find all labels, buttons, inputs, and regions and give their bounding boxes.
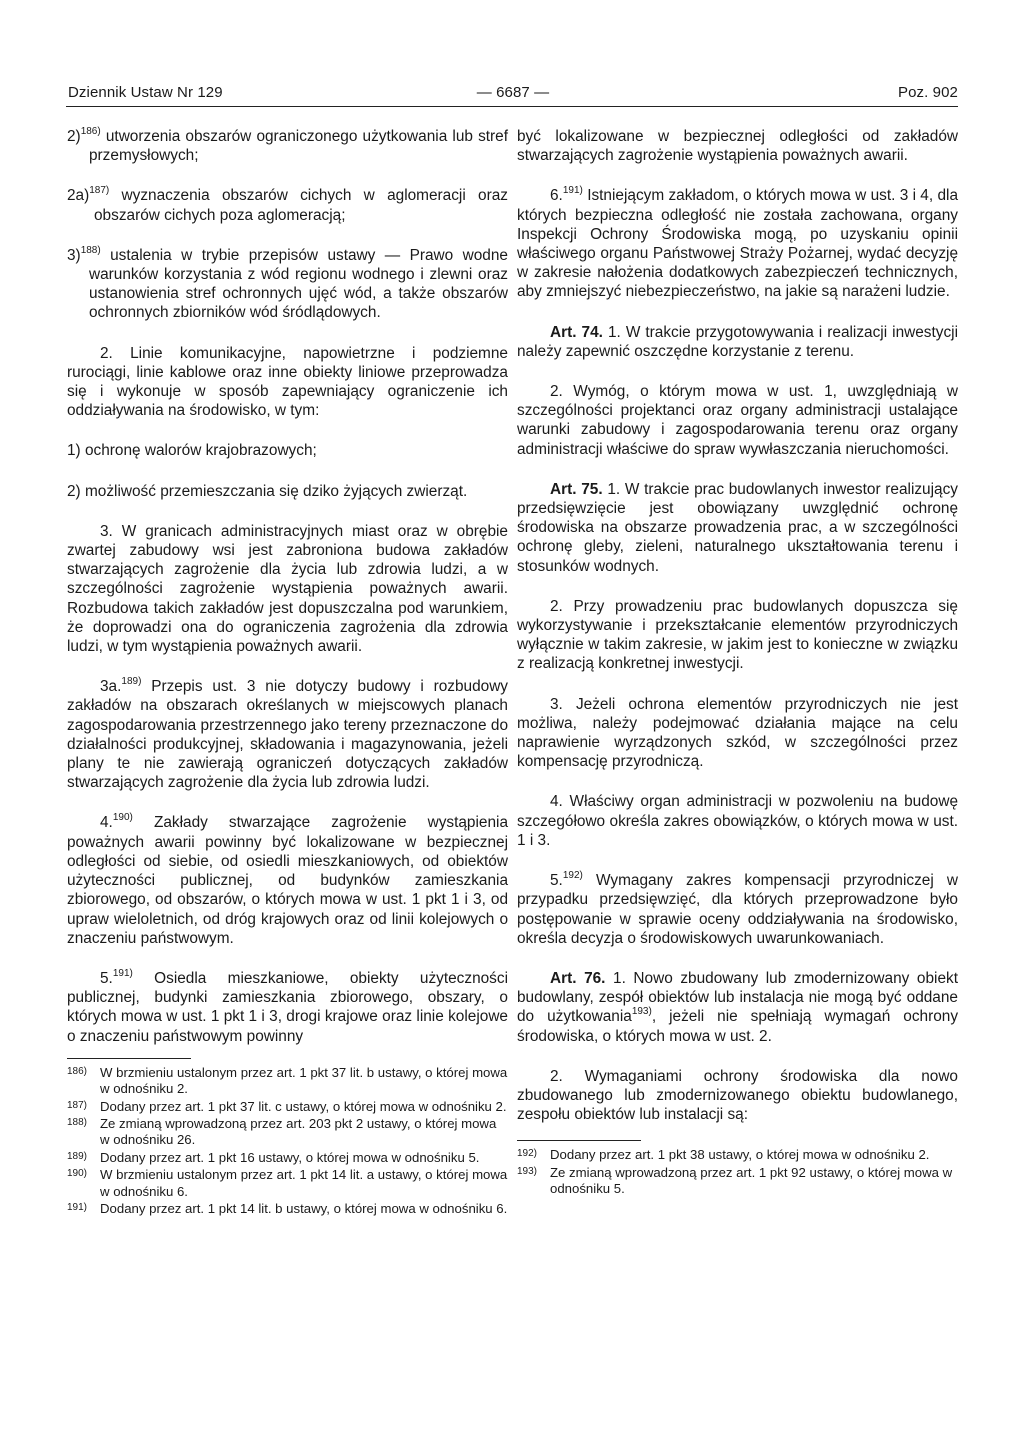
left-column	[67, 127, 508, 1217]
footnote-ref-192: 192)	[562, 869, 583, 881]
footnote-text: Dodany przez art. 1 pkt 14 lit. b ustawy, o której mowa w odnośniku 6.	[100, 1200, 508, 1216]
paragraph-text: Wymagany zakres kompensacji przyrodniczej w przypadku przedsięwzięć, dla których przeprowadzone było postępowanie w sprawie oceny oddziaływania na środowisko, określa decyzja o środowiskowych uwarunkowaniach.	[517, 872, 958, 947]
footnote-ref-186: 186)	[80, 125, 101, 137]
footnote-text: W brzmieniu ustalonym przez art. 1 pkt 37 lit. b ustawy, o której mowa w odnośniku 2.	[100, 1064, 508, 1097]
paragraph-text: Przepis ust. 3 nie dotyczy budowy i rozbudowy zakładów na obszarach określanych w miejscowych planach zagospodarowania przestrzennego jako tereny przeznaczone do działalności produkcyjnej, składowania i magazynowania, jeżeli plany te nie zawierają ograniczeń dotyczących zakładów stwarzających zagrożenie dla życia lub zdrowia ludzi.	[67, 678, 509, 792]
list-item-text: ustalenia w trybie przepisów ustawy — Prawo wodne warunków korzystania z wód regionu wodnego i zlewni oraz ustanowienia stref ochronnych ujęć wód, a także obszarów ochronnych zbiorników wód śródlądowych.	[89, 246, 508, 322]
footnote	[67, 1116, 508, 1149]
article-76-paragraph-2: 2. Wymaganiami ochrony środowiska dla nowo zbudowanego lub zmodernizowanego obiektu budowlanego, zespołu obiektów lub instalacji są:	[517, 1067, 958, 1124]
article-label: Art. 75.	[550, 480, 603, 498]
article-text: 1. Nowo zbudowany lub zmodernizowany obiekt budowlany, zespół obiektów lub instalacja nie mogą być oddane do użytkowania	[517, 969, 958, 1026]
footnotes-right	[517, 1147, 958, 1197]
footnote-text: Dodany przez art. 1 pkt 38 ustawy, o której mowa w odnośniku 2.	[550, 1147, 930, 1163]
position-number: Poz. 902	[897, 84, 958, 101]
list-item-text: wyznaczenia obszarów cichych w aglomeracji oraz obszarów cichych poza aglomeracją;	[94, 187, 508, 224]
article-75	[517, 480, 958, 576]
paragraph-number: 3a.	[100, 678, 122, 696]
footnote-ref-191: 191)	[562, 185, 583, 197]
right-column	[517, 127, 958, 1198]
paragraph-2-item-1: 1) ochronę walorów krajobrazowych;	[67, 442, 317, 460]
article-label: Art. 76.	[550, 969, 606, 987]
footnotes-left	[67, 1065, 508, 1218]
article-label: Art. 74.	[550, 323, 603, 341]
footnote-mark: 186)	[67, 1065, 88, 1077]
footnote-ref-190: 190)	[112, 812, 133, 824]
paragraph-number: 6.	[550, 187, 563, 205]
footnote-mark: 187)	[67, 1099, 88, 1111]
footnote	[67, 1167, 508, 1200]
article-75-paragraph-2: 2. Przy prowadzeniu prac budowlanych dopuszcza się wykorzystywanie i przekształcanie elementów przyrodniczych wyłącznie w takim zakresie, w jakim jest to konieczne w związku z realizacją konkretnej inwestycji.	[517, 597, 958, 673]
footnote	[67, 1065, 508, 1098]
paragraph-number: 5.	[100, 969, 113, 987]
paragraph-3: 3. W granicach administracyjnych miast oraz w obrębie zwartej zabudowy wsi jest zabroniona budowa zakładów stwarzających zagrożenie dla życia lub zdrowia ludzi, a w szczególności zagrożenie wystąpienia poważnych awarii. Rozbudowa takich zakładów jest dopuszczalna pod warunkiem, że doprowadzi ona do ograniczenia zagrożenia dla zdrowia ludzi, w tym wystąpienia poważnych awarii.	[67, 522, 508, 656]
paragraph-5-continuation: być lokalizowane w bezpiecznej odległości od zakładów stwarzających zagrożenie wystąpienia poważnych awarii.	[517, 128, 958, 165]
footnote-mark: 189)	[67, 1150, 88, 1162]
footnote-ref-188: 188)	[80, 244, 101, 256]
footnote-mark: 188)	[67, 1116, 88, 1128]
footnote-mark: 190)	[67, 1168, 88, 1180]
footnote	[517, 1147, 958, 1163]
footnote-ref-191: 191)	[112, 967, 133, 979]
footnote-text: W brzmieniu ustalonym przez art. 1 pkt 14 lit. a ustawy, o której mowa w odnośniku 6.	[100, 1167, 508, 1199]
footnote	[517, 1165, 958, 1198]
list-item-3: 3)$^{188)}$ ustalenia w trybie przepisów ustawy — Prawo wodne warunków korzystania z wód regionu wodnego i zlewni oraz ustanowienia stref ochronnych ujęć wód, a także obszarów ochronnych zbiorników wód śródlądowych.	[67, 244, 508, 322]
list-item-2: 2)$^{186)}$ utworzenia obszarów ograniczonego użytkowania lub stref przemysłowych;	[67, 125, 509, 165]
header-rule	[66, 106, 958, 107]
article-text-end: , jeżeli nie spełniają wymagań ochrony środowiska, o których mowa w ust. 2.	[517, 1008, 959, 1045]
article-text: 1. W trakcie prac budowlanych inwestor realizujący przedsięwzięcie jest obowiązany uwzględnić ochronę środowiska na obszarze prowadzenia prac, a w szczególności ochronę gleby, zieleni, naturalnego ukształtowania terenu i stosunków wodnych.	[517, 480, 958, 575]
article-76	[517, 969, 958, 1046]
footnote-text: Dodany przez art. 1 pkt 16 ustawy, o której mowa w odnośniku 5.	[100, 1149, 480, 1165]
paragraph-2: 2. Linie komunikacyjne, napowietrzne i podziemne rurociągi, linie kablowe oraz inne obiekty liniowe przeprowadza się i wykonuje w sposób zapewniający ograniczenie ich oddziaływania na środowisko, w tym:	[67, 344, 508, 420]
footnote-text: Ze zmianą wprowadzoną przez art. 1 pkt 92 ustawy, o której mowa w odnośniku 5.	[550, 1164, 953, 1197]
footnote-mark: 191)	[67, 1201, 88, 1213]
footnote	[67, 1099, 508, 1115]
list-item-2a: 2a)$^{187)}$ wyznaczenia obszarów cichych w aglomeracji oraz obszarów cichych poza aglomeracją;	[67, 185, 508, 224]
paragraph-4	[67, 813, 508, 947]
journal-title: Dziennik Ustaw Nr 129	[68, 84, 223, 101]
page-header	[68, 84, 958, 101]
page-number: — 6687 —	[476, 84, 550, 101]
footnote	[67, 1201, 508, 1217]
footnote-mark: 193)	[517, 1165, 538, 1177]
footnote-ref-193: 193)	[631, 1006, 652, 1018]
paragraph-6	[517, 186, 958, 301]
footnote-mark: 192)	[517, 1148, 538, 1160]
paragraph-3a	[67, 677, 508, 792]
paragraph-2-item-2: 2) możliwość przemieszczania się dziko żyjących zwierząt.	[67, 482, 468, 500]
footnote-text: Ze zmianą wprowadzoną przez art. 203 pkt 2 ustawy, o której mowa w odnośniku 26.	[100, 1115, 497, 1148]
article-75-paragraph-3: 3. Jeżeli ochrona elementów przyrodniczych nie jest możliwa, należy podejmować działania mające na celu naprawienie wyrządzonych szkód, w szczególności przez kompensację przyrodniczą.	[517, 695, 958, 771]
paragraph-number: 5.	[550, 872, 563, 890]
article-75-paragraph-4: 4. Właściwy organ administracji w pozwoleniu na budowę szczegółowo określa zakres obowiązków, o których mowa w ust. 1 i 3.	[517, 793, 958, 849]
list-item-text: utworzenia obszarów ograniczonego użytkowania lub stref przemysłowych;	[89, 128, 509, 165]
footnote-rule	[67, 1058, 191, 1059]
footnote-ref-187: 187)	[89, 185, 110, 197]
paragraph-text: Osiedla mieszkaniowe, obiekty użyteczności publicznej, budynki zamieszkania zbiorowego, obszary, o których mowa w ust. 1 pkt 1 i 3, drogi krajowe oraz linie kolejowe o znaczeniu państwowym powinny	[67, 969, 508, 1045]
article-74	[517, 323, 958, 361]
footnote	[67, 1150, 508, 1166]
article-text: 1. W trakcie przygotowywania i realizacji inwestycji należy zapewnić oszczędne korzystanie z terenu.	[517, 323, 959, 360]
footnote-ref-189: 189)	[121, 676, 142, 688]
paragraph-text: Zakłady stwarzające zagrożenie wystąpienia poważnych awarii powinny być lokalizowane w bezpiecznej odległości od siebie, od osiedli mieszkaniowych, od obiektów użyteczności publicznej, od budynków zamieszkania zbiorowego, od obszarów, o których mowa w ust. 1 pkt 1 i 3, od upraw wieloletnich, od dróg krajowych oraz od linii kolejowych o znaczeniu państwowym.	[67, 814, 509, 947]
paragraph-number: 4.	[100, 814, 113, 832]
paragraph-text: Istniejącym zakładom, o których mowa w ust. 3 i 4, dla których bezpieczna odległość nie została zachowana, organy Inspekcji Ochrony Środowiska mogą, po uzyskaniu opinii właściwego organu Państwowej Straży Pożarnej, wydać decyzję w zakresie nałożenia dodatkowych zabezpieczeń technicznych, aby zmniejszyć niebezpieczeństwo, na jakie są narażeni ludzie.	[517, 187, 959, 301]
paragraph-5	[67, 969, 508, 1046]
footnote-rule	[517, 1140, 641, 1141]
footnote-text: Dodany przez art. 1 pkt 37 lit. c ustawy, o której mowa w odnośniku 2.	[100, 1098, 507, 1114]
article-75-paragraph-5	[517, 871, 958, 948]
article-74-paragraph-2: 2. Wymóg, o którym mowa w ust. 1, uwzględniają w szczególności projektanci oraz organy administracji ustalające warunki zabudowy i zagospodarowania terenu oraz organy administracji właściwe do spraw wywłaszczania nieruchomości.	[517, 383, 958, 458]
